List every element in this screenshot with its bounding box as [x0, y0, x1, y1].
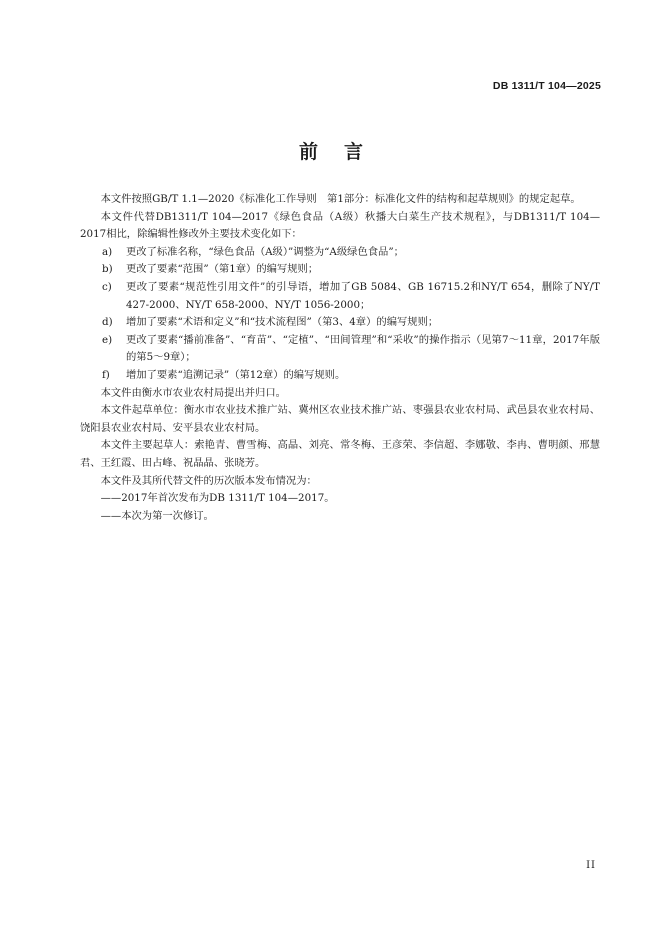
list-text: 增加了要素“追溯记录”（第12章）的编写规则。: [126, 368, 346, 381]
page-number: II: [586, 860, 596, 871]
list-marker: b): [102, 263, 113, 276]
list-marker: a): [102, 245, 113, 258]
paragraph-drafting-units: 本文件起草单位：衡水市农业技术推广站、冀州区农业技术推广站、枣强县农业农村局、武邑县农业农村局、饶阳县农业农村局、安平县农业农村局。: [80, 404, 600, 434]
paragraph-revision: ——本次为第一次修订。: [100, 509, 214, 522]
paragraph-replacement: 本文件代替DB1311/T 104—2017《绿色食品（A级）秋播大白菜生产技术规程》，与DB1311/T 104—2017相比，除编辑性修改外主要技术变化如下：: [80, 210, 600, 241]
technical-changes-list: [80, 244, 600, 385]
list-item: [80, 367, 600, 385]
list-item: [80, 332, 600, 367]
page-title: 前言: [298, 141, 389, 163]
paragraph-version-history: 本文件及其所代替文件的历次版本发布情况为：: [100, 474, 317, 487]
list-item: [80, 314, 600, 332]
list-marker: e): [102, 333, 113, 346]
paragraph-drafting-rule: 本文件按照GB/T 1.1—2020《标准化工作导则 第1部分：标准化文件的结构和起草规则》的规定起草。: [100, 193, 581, 205]
list-text: 更改了要素“范围”（第1章）的编写规则；: [126, 263, 319, 276]
list-text: 更改了标准名称，“绿色食品（A级）”调整为“A级绿色食品”；: [126, 245, 404, 258]
paragraph-drafters: 本文件主要起草人：索艳青、曹雪梅、高晶、刘亮、常冬梅、王彦荣、李信超、李娜敬、李冉、曹明颜、邢慧君、王红霞、田占峰、祝晶晶、张晓芳。: [80, 439, 600, 469]
document-code: DB 1311/T 104—2025: [492, 80, 601, 92]
list-marker: c): [102, 280, 112, 293]
list-item: [80, 279, 600, 314]
list-text: 更改了要素“播前准备”、“育苗”、“定植”、“田间管理”和“采收”的操作指示（见第7～11章，2017年版的第5～9章）；: [126, 333, 600, 364]
list-marker: d): [102, 316, 113, 329]
list-text: 更改了要素“规范性引用文件”的引导语，增加了GB 5084、GB 16715.2和NY/T 654，删除了NY/T 427-2000、NY/T 658-2000、NY/T 1056-2000；: [126, 280, 600, 311]
list-marker: f): [102, 368, 110, 381]
list-item: [80, 261, 600, 279]
list-item: [80, 244, 600, 262]
foreword-body: [80, 191, 600, 525]
paragraph-first-release: ——2017年首次发布为DB 1311/T 104—2017。: [100, 492, 335, 505]
list-text: 增加了要素“术语和定义”和“技术流程图”（第3、4章）的编写规则；: [126, 316, 439, 329]
paragraph-proposer: 本文件由衡水市农业农村局提出并归口。: [100, 386, 286, 399]
